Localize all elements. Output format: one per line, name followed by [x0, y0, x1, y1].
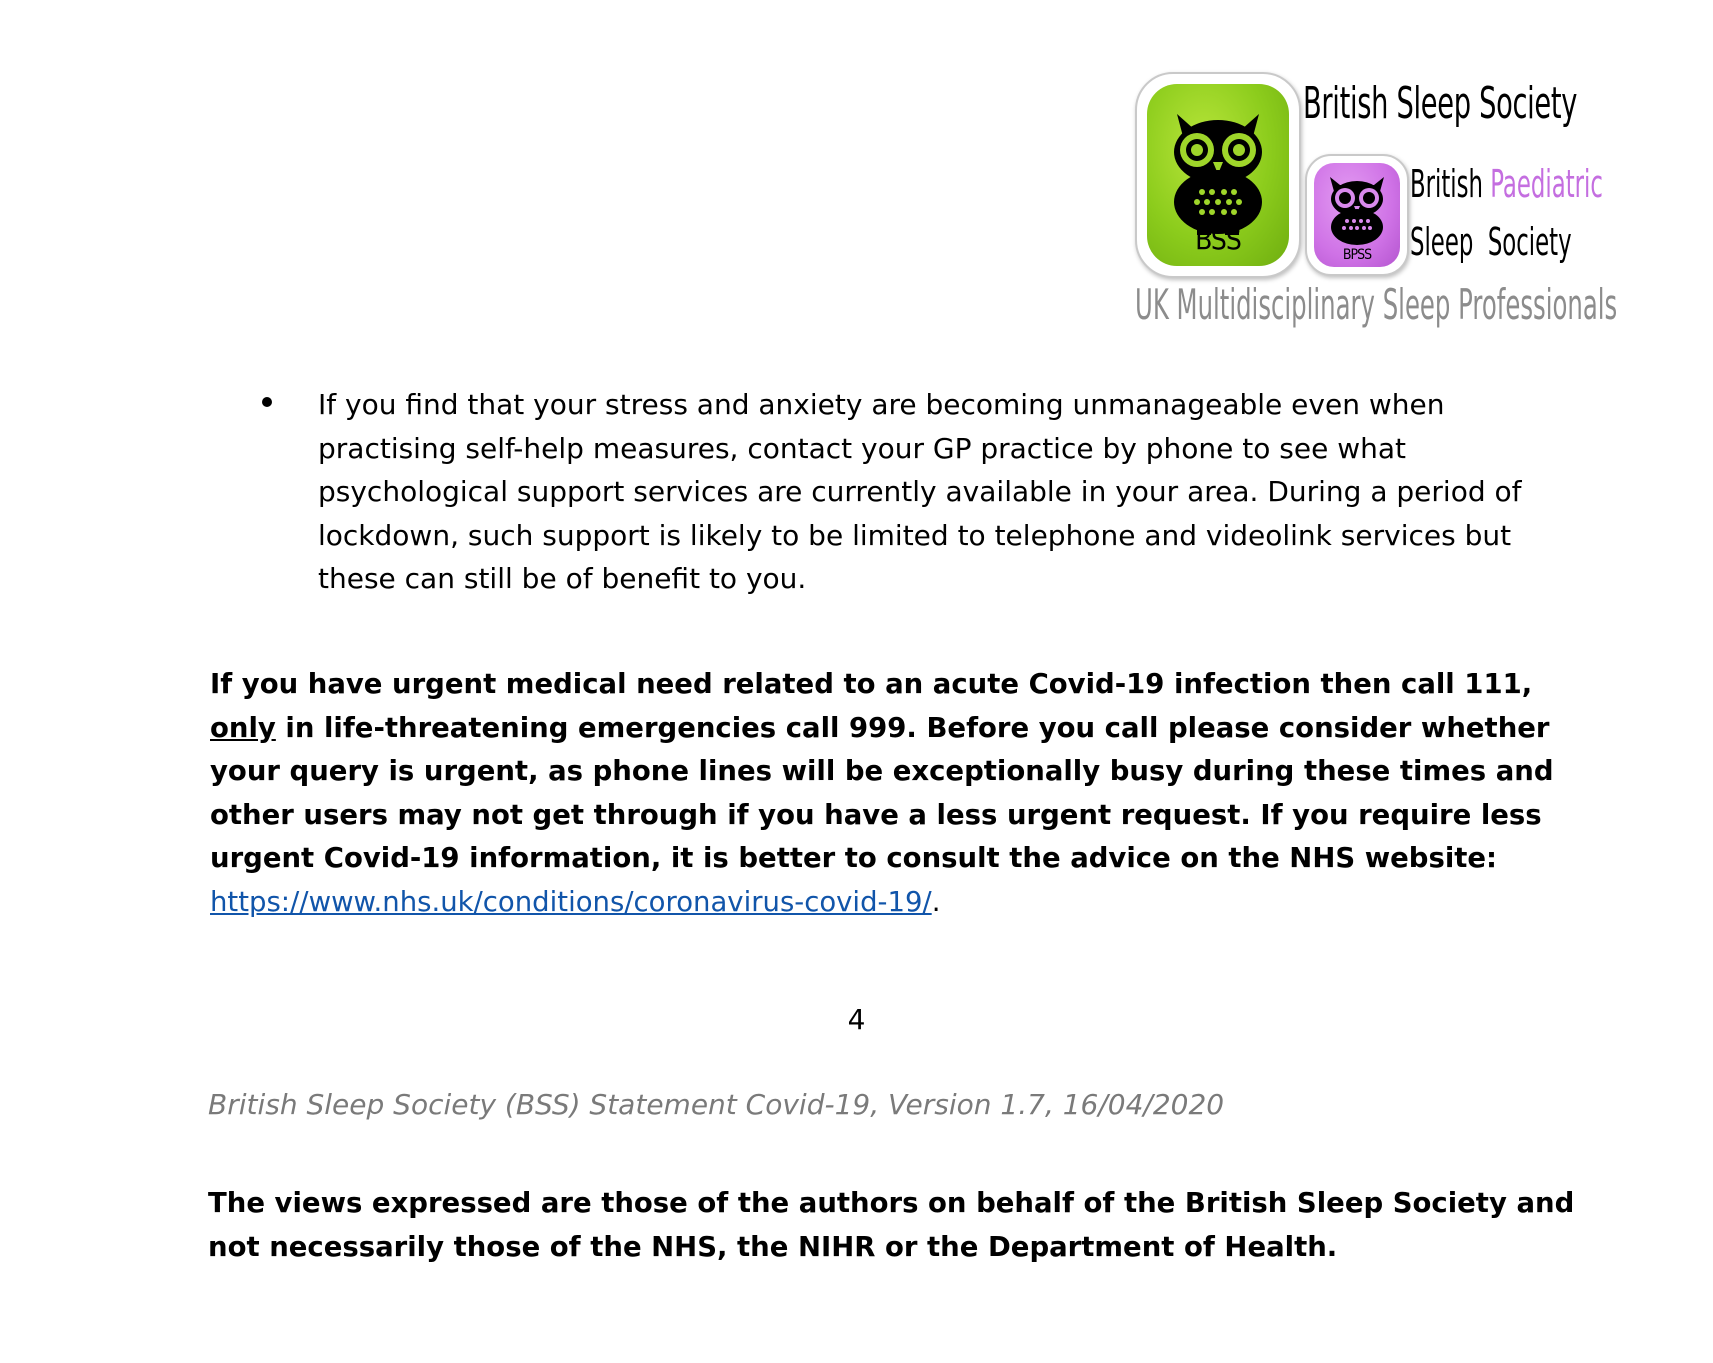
brand-title: British Sleep Society	[1303, 78, 1578, 129]
urgent-period: .	[931, 885, 941, 918]
bpss-label: BPSS	[1342, 247, 1372, 263]
version-line: British Sleep Society (BSS) Statement Covid-19, Version 1.7, 16/04/2020	[208, 1088, 1225, 1121]
urgent-text-part1: If you have urgent medical need related to an acute Covid-19 infection then call 111,	[210, 668, 1533, 700]
bullet-text: If you find that your stress and anxiety are becoming unmanageable even when practising self-help measures, contact your GP practice by phone to see what psychological support services are currently available in your area. During a period of lockdown, such support is likely to be limited to telephone and videolink services but these can still be of benefit to you.	[318, 388, 1522, 595]
paediatric-word: Paediatric	[1490, 162, 1603, 206]
page-number: 4	[847, 1003, 866, 1036]
bss-label: BSS	[1195, 223, 1241, 256]
bpss-owl-tile	[1305, 154, 1409, 276]
urgent-only-word: only	[210, 711, 276, 744]
bss-owl-tile	[1135, 72, 1301, 278]
urgent-text-part2: in life-threatening emergencies call 999. Before you call please consider whether your query is urgent, as phone lines will be exceptionally busy during these times and other users may not get through if you have a less urgent request. If you require less urgent Covid-19 information, it is better to consult the advice on the NHS website:	[210, 711, 1554, 874]
nhs-covid-link[interactable]: https://www.nhs.uk/conditions/coronavirus-covid-19/	[210, 885, 932, 918]
paediatric-british-word: British	[1410, 162, 1483, 206]
disclaimer: The views expressed are those of the authors on behalf of the British Sleep Society and not necessarily those of the NHS, the NIHR or the Department of Health.	[208, 1187, 1575, 1263]
brand-tagline: UK Multidisciplinary Sleep Professionals	[1135, 280, 1618, 329]
paediatric-line-1	[1410, 162, 1603, 206]
paediatric-line-2: Sleep Society	[1410, 220, 1572, 264]
bullet-dot-icon	[262, 397, 272, 407]
bss-logo	[1135, 72, 1620, 347]
urgent-paragraph	[210, 663, 1570, 924]
